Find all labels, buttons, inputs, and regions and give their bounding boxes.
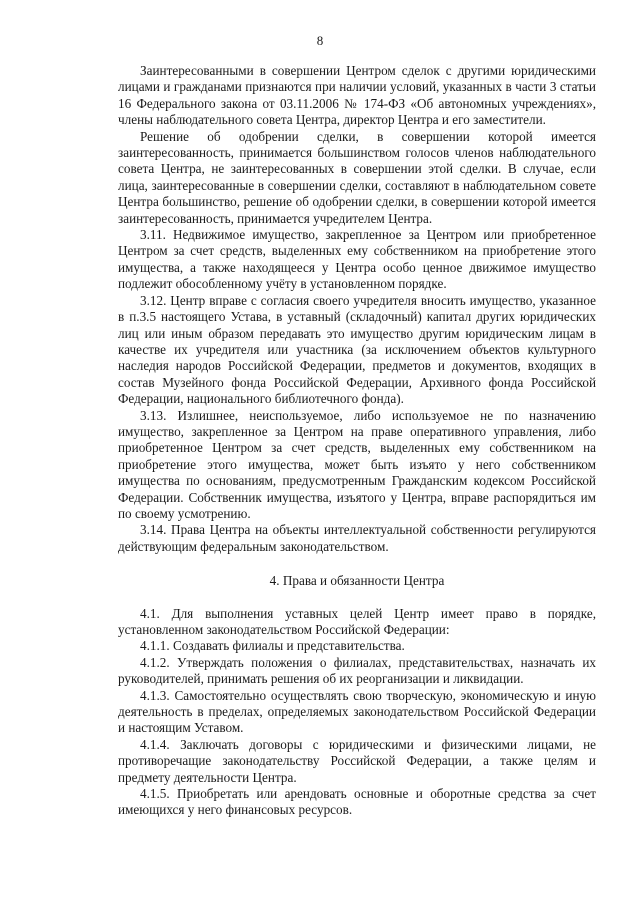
paragraph-4-1-4: 4.1.4. Заключать договоры с юридическими и физическими лицами, не противоречащие законодательству Российской Федерации, а также целям и предмету деятельности Центра. bbox=[118, 736, 596, 785]
paragraph-3-12: 3.12. Центр вправе с согласия своего учредителя вносить имущество, указанное в п.3.5 настоящего Устава, в уставный (складочный) капитал других юридических лиц или иным образом передавать это имущество другим юридическим лицам в качестве их учредителя или участника (за исключением объектов культурного наследия народов Российской Федерации, предметов и документов, входящих в состав Музейного фонда Российской Федерации, Архивного фонда Российской Федерации, национального библиотечного фонда). bbox=[118, 292, 596, 407]
paragraph-4-1-3: 4.1.3. Самостоятельно осуществлять свою творческую, экономическую и иную деятельность в пределах, определяемых законодательством Российской Федерации и настоящим Уставом. bbox=[118, 687, 596, 736]
paragraph-3-13: 3.13. Излишнее, неиспользуемое, либо используемое не по назначению имущество, закрепленное за Центром на праве оперативного управления, либо приобретенное Центром за счет средств, выделенных ему собственником на приобретение этого имущества, может быть изъято у него собственником имущества по основаниям, предусмотренным Гражданским кодексом Российской Федерации. Собственник имущества, изъятого у Центра, вправе распорядиться им по своему усмотрению. bbox=[118, 407, 596, 521]
paragraph-4-1-5: 4.1.5. Приобретать или арендовать основные и оборотные средства за счет имеющихся у него финансовых ресурсов. bbox=[118, 786, 596, 818]
document-body bbox=[118, 63, 596, 819]
paragraph-interested-parties: Заинтересованными в совершении Центром сделок с другими юридическими лицами и гражданами признаются при наличии условий, указанных в части 3 статьи 16 Федерального закона от 03.11.2006 № 174-ФЗ «Об автономных учреждениях», члены наблюдательного совета Центра, директор Центра и его заместители. bbox=[118, 63, 596, 128]
page-number: 8 bbox=[316, 33, 324, 48]
section-heading: 4. Права и обязанности Центра bbox=[269, 573, 445, 589]
paragraph-3-14: 3.14. Права Центра на объекты интеллектуальной собственности регулируются действующим федеральным законодательством. bbox=[118, 522, 596, 554]
paragraph-3-11: 3.11. Недвижимое имущество, закрепленное за Центром или приобретенное Центром за счет средств, выделенных ему собственником на приобретение этого имущества, а также находящееся у Центра особо ценное движимое имущество подлежит обособленному учёту в установленном порядке. bbox=[118, 227, 596, 292]
paragraph-4-1-2: 4.1.2. Утверждать положения о филиалах, представительствах, назначать их руководителей, принимать решения об их реорганизации и ликвидации. bbox=[118, 654, 596, 687]
paragraph-4-1-1: 4.1.1. Создавать филиалы и представительства. bbox=[140, 638, 405, 654]
paragraph-4-1: 4.1. Для выполнения уставных целей Центр имеет право в порядке, установленном законодательством Российской Федерации: bbox=[118, 605, 596, 637]
paragraph-deal-approval: Решение об одобрении сделки, в совершении которой имеется заинтересованность, принимается большинством голосов членов наблюдательного совета Центра, не заинтересованных в совершении этой сделки. В случае, если лица, заинтересованные в совершении сделки, составляют в наблюдательном совете Центра большинство, решение об одобрении сделки, в совершении которой имеется заинтересованность, принимается учредителем Центра. bbox=[118, 128, 596, 226]
